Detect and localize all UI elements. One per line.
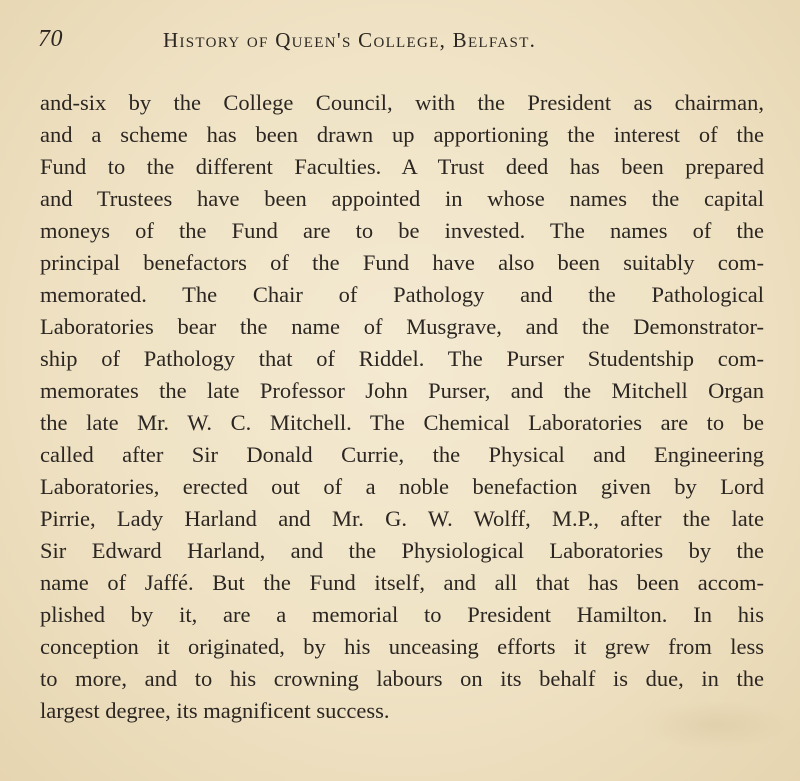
text-line: conception it originated, by his unceasing efforts it grew from less xyxy=(40,634,764,659)
text-line: name of Jaffé. But the Fund itself, and all that has been accom- xyxy=(40,570,764,595)
text-line: plished by it, are a memorial to President Hamilton. In his xyxy=(40,602,764,627)
paper-stain xyxy=(640,700,790,750)
text-line: and a scheme has been drawn up apportioning the interest of the xyxy=(40,122,764,147)
text-line: to more, and to his crowning labours on its behalf is due, in the xyxy=(40,666,764,691)
text-line: ship of Pathology that of Riddel. The Purser Studentship com- xyxy=(40,346,764,371)
running-head: History of Queen's College, Belfast. xyxy=(163,28,537,52)
text-line: Sir Edward Harland, and the Physiological Laboratories by the xyxy=(40,538,764,563)
text-line: Laboratories, erected out of a noble benefaction given by Lord xyxy=(40,474,764,499)
text-line: moneys of the Fund are to be invested. The names of the xyxy=(40,218,764,243)
text-line: the late Mr. W. C. Mitchell. The Chemical Laboratories are to be xyxy=(40,410,764,435)
text-line: Pirrie, Lady Harland and Mr. G. W. Wolff, M.P., after the late xyxy=(40,506,764,531)
page-header xyxy=(38,26,768,60)
text-line: memorated. The Chair of Pathology and the Pathological xyxy=(40,282,764,307)
text-line: called after Sir Donald Currie, the Physical and Engineering xyxy=(40,442,764,467)
text-line: and-six by the College Council, with the President as chairman, xyxy=(40,90,764,115)
body-paragraph xyxy=(40,87,764,727)
text-line: Laboratories bear the name of Musgrave, and the Demonstrator- xyxy=(40,314,764,339)
text-line: and Trustees have been appointed in whose names the capital xyxy=(40,186,764,211)
page-number: 70 xyxy=(38,26,63,52)
text-line: largest degree, its magnificent success. xyxy=(40,698,390,723)
text-line: memorates the late Professor John Purser, and the Mitchell Organ xyxy=(40,378,764,403)
text-line: principal benefactors of the Fund have also been suitably com- xyxy=(40,250,764,275)
text-line: Fund to the different Faculties. A Trust deed has been prepared xyxy=(40,154,764,179)
